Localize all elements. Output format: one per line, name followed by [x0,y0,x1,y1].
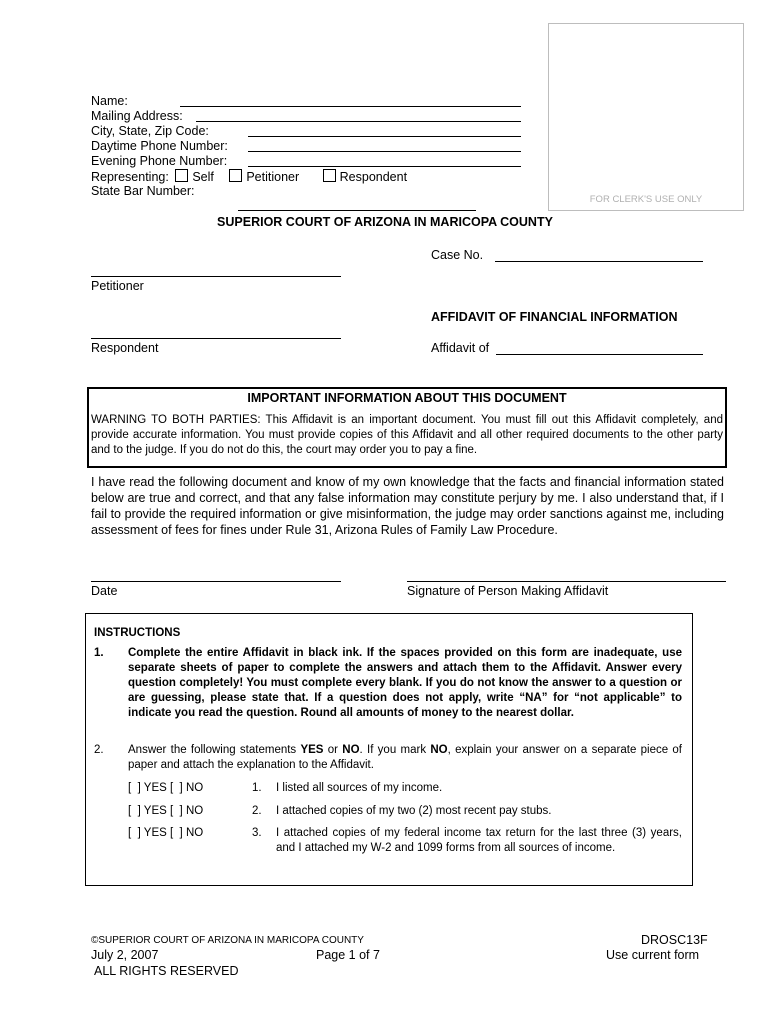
question-2-number: 2. [252,805,262,817]
footer-rights: ALL RIGHTS RESERVED [94,964,239,978]
affidavit-of-label: Affidavit of [431,341,490,355]
instructions-box [85,613,693,886]
question-1-choice[interactable]: [ ] YES [ ] NO [128,782,204,794]
petitioner-name-field[interactable] [91,276,341,277]
respondent-option-label: Respondent [339,170,408,184]
petitioner-checkbox[interactable] [229,169,242,182]
instruction-2-yes: YES [300,744,324,756]
instruction-2-text [128,743,682,773]
instruction-2-no: NO [342,744,360,756]
mailing-address-label: Mailing Address: [91,109,183,123]
signature-field[interactable] [407,581,726,582]
affidavit-statement: I have read the following document and know of my own knowledge that the facts and financial information stated below are true and correct, and that any false information may constitute perjury by me. I also understand that, if I fail to provide the required information or give misinformation, the judge may order sanctions against me, including assessment of fees for fines under Rule 31, Arizona Rules of Family Law Procedure. [91,475,724,537]
daytime-phone-label: Daytime Phone Number: [91,139,228,153]
petitioner-label: Petitioner [91,279,144,293]
respondent-name-field[interactable] [91,338,341,339]
representing-label: Representing: [91,170,169,184]
instruction-2-or: or [323,744,343,756]
question-1-number: 1. [252,782,262,794]
city-state-zip-label: City, State, Zip Code: [91,124,209,138]
question-2-text: I attached copies of my two (2) most recent pay stubs. [276,805,552,817]
document-title: AFFIDAVIT OF FINANCIAL INFORMATION [431,310,678,324]
state-bar-field[interactable] [238,210,476,211]
question-2-choice[interactable]: [ ] YES [ ] NO [128,805,204,817]
name-field[interactable] [180,106,521,107]
respondent-checkbox[interactable] [323,169,336,182]
footer-page-number: Page 1 of 7 [316,948,380,962]
warning-text: WARNING TO BOTH PARTIES: This Affidavit is an important document. You must fill out this Affidavit completely, and provide accurate information. You must provide copies of this Affidavit and all other required documents to the other party and to the judge. If you do not do this, the court may order you to pay a fine. [91,414,723,456]
footer-date: July 2, 2007 [91,948,159,962]
daytime-phone-field[interactable] [248,151,521,152]
question-3-number: 3. [252,827,262,839]
footer-form-number: DROSC13F [641,933,708,947]
important-info-heading: IMPORTANT INFORMATION ABOUT THIS DOCUMENT [247,391,567,405]
instruction-2-no-2: NO [430,744,448,756]
representing-row [91,169,407,185]
instruction-1-number: 1. [94,647,104,659]
question-3-text: I attached copies of my federal income tax return for the last three (3) years, and I attached my W-2 and 1099 forms from all sources of income. [276,827,682,854]
question-1-text: I listed all sources of my income. [276,782,443,794]
instructions-heading: INSTRUCTIONS [94,627,181,639]
petitioner-option-label: Petitioner [246,170,300,184]
signature-label: Signature of Person Making Affidavit [407,584,609,598]
case-no-label: Case No. [431,248,484,262]
respondent-label: Respondent [91,341,159,355]
instruction-2-number: 2. [94,744,104,756]
self-option-label: Self [192,170,214,184]
case-no-field[interactable] [495,261,703,262]
question-3-choice[interactable]: [ ] YES [ ] NO [128,827,204,839]
footer-use-current: Use current form [606,948,700,962]
footer-copyright: ©SUPERIOR COURT OF ARIZONA IN MARICOPA COUNTY [91,935,364,946]
instruction-2-part-b: . If you mark [359,744,431,756]
self-checkbox[interactable] [175,169,188,182]
clerk-use-label: FOR CLERK'S USE ONLY [589,194,703,205]
date-label: Date [91,584,118,598]
instruction-2-part-a: Answer the following statements [128,744,301,756]
mailing-address-field[interactable] [196,121,521,122]
court-title: SUPERIOR COURT OF ARIZONA IN MARICOPA COUNTY [217,215,553,229]
instruction-1-text: Complete the entire Affidavit in black ink. If the spaces provided on this form are inadequate, use separate sheets of paper to complete the answers and attach them to the Affidavit. Answer every question completely! You must complete every blank. If you do not know the answer to a question or are guessing, please state that. If a question does not apply, write “NA” for “not applicable” to indicate you read the question. Round all amounts of money to the nearest dollar. [128,647,682,719]
state-bar-label: State Bar Number: [91,184,195,198]
city-state-zip-field[interactable] [248,136,521,137]
evening-phone-field[interactable] [248,166,521,167]
clerk-use-box [548,23,744,211]
date-field[interactable] [91,581,341,582]
instruction-2-part-c: , explain your answer on a separate piece of paper and attach the explanation to the Affidavit. [128,744,682,771]
name-label: Name: [91,94,128,108]
important-info-box [87,387,727,468]
evening-phone-label: Evening Phone Number: [91,154,228,168]
affidavit-of-field[interactable] [496,354,703,355]
